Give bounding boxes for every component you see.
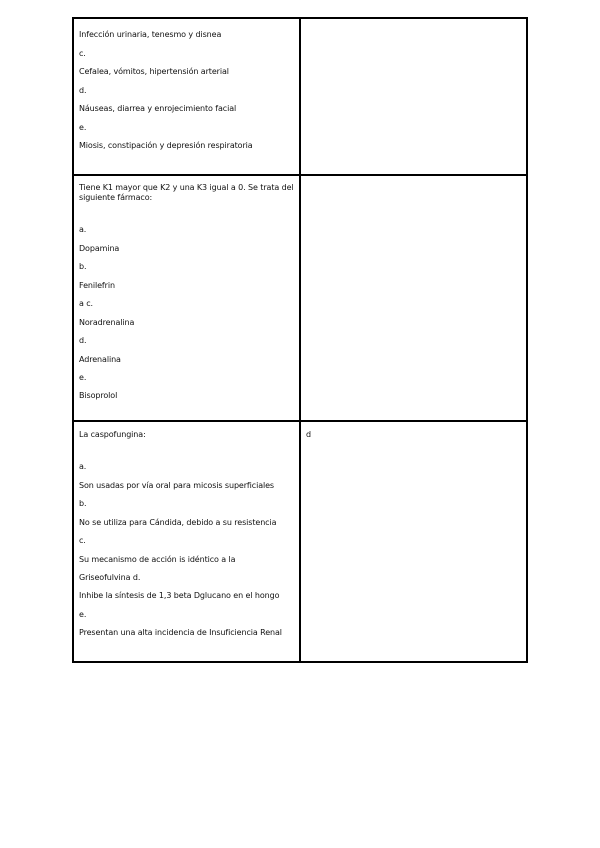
option-letter: e. (79, 373, 87, 382)
option-text: Cefalea, vómitos, hipertensión arterial (79, 67, 229, 76)
option-text: Bisoprolol (79, 391, 118, 400)
answer-text: d (306, 430, 312, 439)
option-text: Adrenalina (79, 355, 121, 364)
option-letter: a. (79, 225, 87, 234)
option-text: Su mecanismo de acción is idéntico a la (79, 555, 236, 564)
question-cell (74, 422, 301, 661)
option-text: Dopamina (79, 244, 120, 253)
option-letter: d. (79, 336, 87, 345)
option-letter: e. (79, 123, 87, 132)
question-row-3 (74, 422, 526, 661)
option-letter: b. (79, 262, 87, 271)
answer-cell (301, 176, 526, 420)
option-letter: c. (79, 536, 86, 545)
question-cell (74, 176, 301, 420)
answer-cell (301, 19, 526, 174)
option-letter: a. (79, 462, 87, 471)
question-stem: Tiene K1 mayor que K2 y una K3 igual a 0. Se trata del (79, 183, 294, 192)
question-stem: La caspofungina: (79, 430, 146, 439)
option-text: No se utiliza para Cándida, debido a su resistencia (79, 518, 277, 527)
option-text: Miosis, constipación y depresión respiratoria (79, 141, 253, 150)
option-text: Noradrenalina (79, 318, 135, 327)
question-table (72, 17, 528, 663)
question-cell (74, 19, 301, 174)
option-letter: a c. (79, 299, 93, 308)
option-letter: c. (79, 49, 86, 58)
option-text: Son usadas por vía oral para micosis superficiales (79, 481, 275, 490)
option-text: Griseofulvina d. (79, 573, 141, 582)
option-letter: b. (79, 499, 87, 508)
question-row-1 (74, 19, 526, 176)
answer-cell (301, 422, 526, 661)
option-text: Inhibe la síntesis de 1,3 beta Dglucano en el hongo (79, 591, 280, 600)
question-stem: siguiente fármaco: (79, 193, 153, 202)
question-row-2 (74, 176, 526, 422)
option-text: Presentan una alta incidencia de Insuficiencia Renal (79, 628, 282, 637)
option-text: Fenilefrin (79, 281, 115, 290)
option-letter: d. (79, 86, 87, 95)
option-text: Infección urinaria, tenesmo y disnea (79, 30, 222, 39)
option-letter: e. (79, 610, 87, 619)
option-text: Náuseas, diarrea y enrojecimiento facial (79, 104, 237, 113)
